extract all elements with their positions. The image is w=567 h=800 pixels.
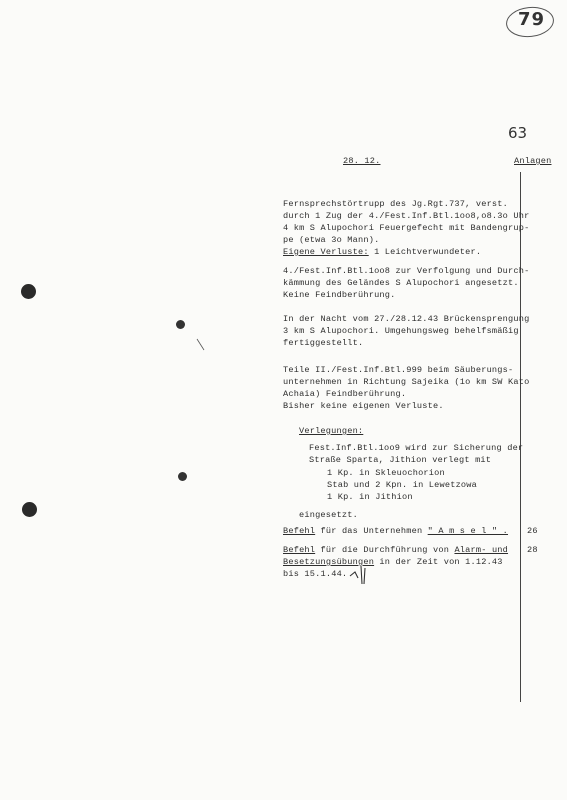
order-text-underlined: Besetzungsübungen [283, 557, 375, 567]
order-name: " A m s e l " . [427, 526, 509, 536]
paragraph-line: 4./Fest.Inf.Btl.1oo8 zur Verfolgung und Durch- [283, 266, 530, 276]
verlegungen-unit: Stab und 2 Kpn. in Lewetzowa [327, 480, 477, 490]
paragraph-line: Teile II./Fest.Inf.Btl.999 beim Säuberungs- [283, 365, 514, 375]
paragraph-line: 3 km S Alupochori. Umgehungsweg behelfsmäßig [283, 326, 519, 336]
verlegungen-unit: 1 Kp. in Jithion [327, 492, 413, 502]
entry-date: 28. 12. [343, 156, 381, 166]
anlagen-heading: Anlagen [514, 156, 552, 166]
losses-label: Eigene Verluste: [283, 247, 369, 257]
paragraph-line: unternehmen in Richtung Sajeika (1o km SW Kato [283, 377, 530, 387]
order-line [283, 544, 508, 556]
verlegungen-label: Verlegungen: [299, 426, 364, 436]
paragraph-line: fertiggestellt. [283, 338, 364, 348]
page-number: 63 [508, 124, 528, 142]
punch-hole-top [21, 284, 36, 299]
margin-rule [520, 172, 521, 702]
order-text: für die Durchführung von [315, 545, 455, 555]
order-text: in der Zeit von 1.12.43 [374, 557, 503, 567]
order-line: bis 15.1.44. [283, 569, 348, 579]
verlegungen-line: Straße Sparta, Jithion verlegt mit [309, 455, 492, 465]
ink-speck [178, 472, 187, 481]
paragraph-line: 4 km S Alupochori Feuergefecht mit Bandengrup- [283, 223, 530, 233]
paragraph-line: pe (etwa 3o Mann). [283, 235, 380, 245]
order-line [283, 556, 503, 568]
paragraph-line: Fernsprechstörtrupp des Jg.Rgt.737, verst. [283, 199, 508, 209]
paragraph-line: Achaia) Feindberührung. [283, 389, 407, 399]
order-label: Befehl [283, 526, 316, 536]
verlegungen-unit: 1 Kp. in Skleuochorion [327, 468, 445, 478]
pencil-tick [195, 337, 207, 353]
paragraph-line: Keine Feindberührung. [283, 290, 396, 300]
order-label: Befehl [283, 545, 316, 555]
order-text: für das Unternehmen [315, 526, 428, 536]
verlegungen-line: Fest.Inf.Btl.1oo9 wird zur Sicherung der [309, 443, 524, 453]
paragraph-line: In der Nacht vom 27./28.12.43 Brückensprengung [283, 314, 530, 324]
paragraph-line: durch 1 Zug der 4./Fest.Inf.Btl.1oo8,o8.3o Uhr [283, 211, 530, 221]
punch-hole-bottom [22, 502, 37, 517]
order-text-underlined: Alarm- und [454, 545, 509, 555]
ink-speck [176, 320, 185, 329]
paragraph-line: kämmung des Geländes S Alupochori angesetzt. [283, 278, 519, 288]
losses-value: 1 Leichtverwundeter. [368, 247, 482, 257]
paragraph-line: Bisher keine eigenen Verluste. [283, 401, 444, 411]
verlegungen-closing: eingesetzt. [299, 510, 358, 520]
order-line [283, 525, 508, 537]
handwritten-mark [348, 562, 372, 586]
losses-line [283, 246, 481, 258]
stamp-number: 79 [518, 9, 546, 30]
anlage-number: 28 [527, 545, 538, 555]
anlage-number: 26 [527, 526, 538, 536]
